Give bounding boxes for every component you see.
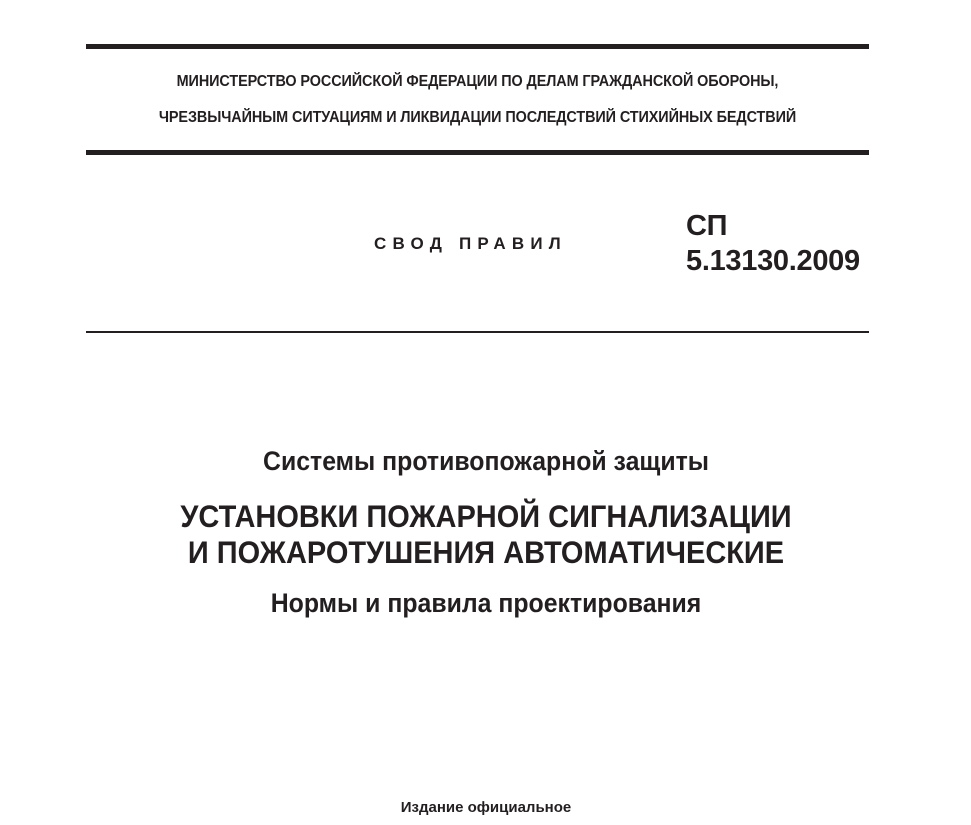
main-title-line-2: И ПОЖАРОТУШЕНИЯ АВТОМАТИЧЕСКИЕ [187, 534, 785, 570]
thin-divider-rule [86, 331, 869, 333]
header-bottom-thick-rule [86, 150, 869, 155]
document-code [686, 209, 860, 279]
document-subtitle: Нормы и правила проектирования [270, 588, 702, 618]
document-code-number: 5.13130.2009 [686, 245, 860, 277]
ministry-name-line-2: ЧРЕЗВЫЧАЙНЫМ СИТУАЦИЯМ И ЛИКВИДАЦИИ ПОСЛЕДСТВИЙ СТИХИЙНЫХ БЕДСТВИЙ [158, 109, 797, 126]
edition-note: Издание официальное [400, 799, 572, 816]
ministry-name-line-1: МИНИСТЕРСТВО РОССИЙСКОЙ ФЕДЕРАЦИИ ПО ДЕЛАМ ГРАЖДАНСКОЙ ОБОРОНЫ, [176, 73, 779, 90]
top-thick-rule [86, 44, 869, 49]
main-title-line-1: УСТАНОВКИ ПОЖАРНОЙ СИГНАЛИЗАЦИИ [180, 498, 792, 534]
series-title: Системы противопожарной защиты [263, 446, 709, 476]
document-type-label: СВОД ПРАВИЛ [374, 234, 567, 253]
document-code-prefix: СП [686, 210, 728, 242]
main-title [118, 498, 854, 570]
